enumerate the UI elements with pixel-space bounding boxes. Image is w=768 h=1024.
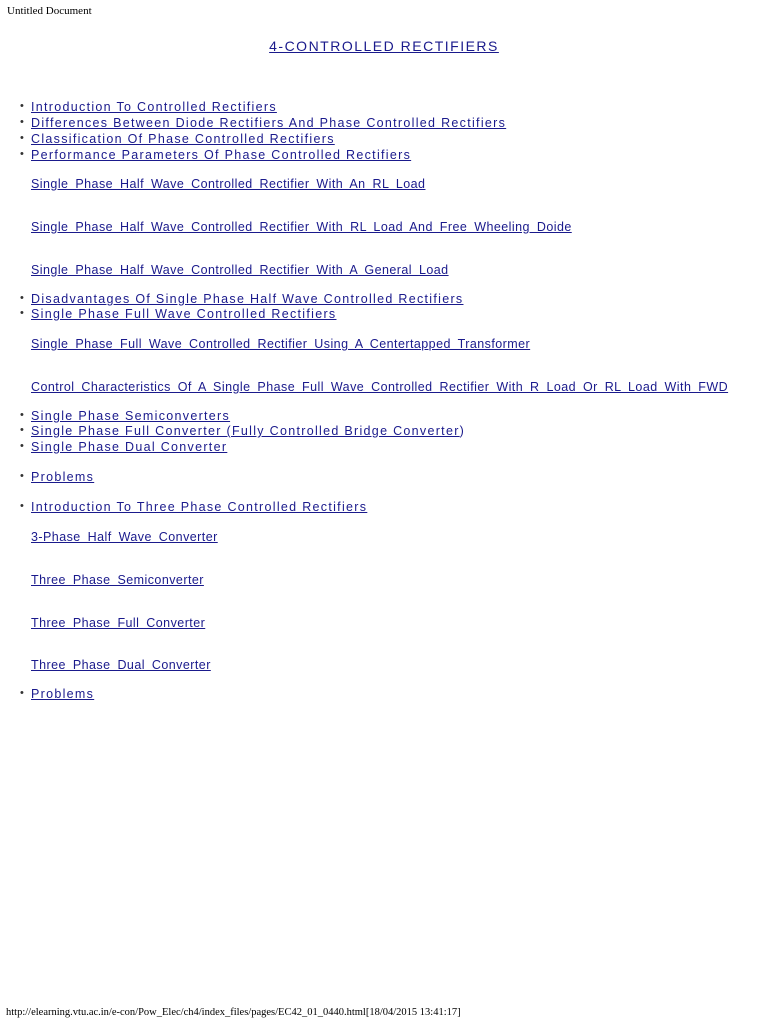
- toc-link-full-converter[interactable]: Single Phase Full Converter (Fully Controlled Bridge Converter: [31, 424, 460, 438]
- bullet-icon: •: [20, 424, 24, 436]
- heading-link[interactable]: 4-CONTROLLED RECTIFIERS: [269, 38, 499, 54]
- toc-link-control-characteristics[interactable]: Control Characteristics Of A Single Phase Full Wave Controlled Rectifier With R Load Or RL Load With FWD: [31, 380, 729, 394]
- toc-link-three-phase-full-converter[interactable]: Three Phase Full Converter: [31, 616, 206, 630]
- bullet-icon: •: [20, 292, 24, 304]
- toc-item-full-converter: [31, 424, 465, 438]
- bullet-icon: •: [20, 470, 24, 482]
- toc-link-half-wave-rl-fwd[interactable]: Single Phase Half Wave Controlled Rectifier With RL Load And Free Wheeling Doide: [31, 220, 572, 234]
- toc-link-semiconverters[interactable]: Single Phase Semiconverters: [31, 409, 231, 423]
- toc-link-problems-single-phase[interactable]: Problems: [31, 470, 95, 484]
- bullet-icon: •: [20, 440, 24, 452]
- document-title: Untitled Document: [7, 5, 92, 17]
- toc-link-problems-three-phase[interactable]: Problems: [31, 687, 95, 701]
- toc-link-three-phase-dual-converter[interactable]: Three Phase Dual Converter: [31, 658, 211, 672]
- bullet-icon: •: [20, 500, 24, 512]
- page-heading: [0, 38, 768, 54]
- toc-link-half-wave-rl-load[interactable]: Single Phase Half Wave Controlled Rectifier With An RL Load: [31, 177, 426, 191]
- toc-link-dual-converter[interactable]: Single Phase Dual Converter: [31, 440, 228, 454]
- footer-url: http://elearning.vtu.ac.in/e-con/Pow_Elec/ch4/index_files/pages/EC42_01_0440.html[18/04/2015 13:41:17]: [6, 1007, 461, 1018]
- toc-link-intro-three-phase[interactable]: Introduction To Three Phase Controlled Rectifiers: [31, 500, 368, 514]
- bullet-icon: •: [20, 116, 24, 128]
- bullet-icon: •: [20, 132, 24, 144]
- toc-link-classification[interactable]: Classification Of Phase Controlled Rectifiers: [31, 132, 335, 146]
- toc-link-three-phase-semiconverter[interactable]: Three Phase Semiconverter: [31, 573, 204, 587]
- toc-link-full-wave-rectifiers[interactable]: Single Phase Full Wave Controlled Rectifiers: [31, 307, 337, 321]
- bullet-icon: •: [20, 148, 24, 160]
- toc-link-half-wave-general-load[interactable]: Single Phase Half Wave Controlled Rectifier With A General Load: [31, 263, 449, 277]
- toc-link-3-phase-half-wave[interactable]: 3-Phase Half Wave Converter: [31, 530, 218, 544]
- toc-link-disadvantages[interactable]: Disadvantages Of Single Phase Half Wave Controlled Rectifiers: [31, 292, 464, 306]
- toc-link-differences[interactable]: Differences Between Diode Rectifiers And Phase Controlled Rectifiers: [31, 116, 507, 130]
- toc-link-intro-controlled-rectifiers[interactable]: Introduction To Controlled Rectifiers: [31, 100, 277, 114]
- closing-paren: ): [459, 424, 466, 438]
- toc-link-centertapped[interactable]: Single Phase Full Wave Controlled Rectifier Using A Centertapped Transformer: [31, 337, 531, 351]
- toc-link-performance-parameters[interactable]: Performance Parameters Of Phase Controlled Rectifiers: [31, 148, 412, 162]
- bullet-icon: •: [20, 687, 24, 699]
- bullet-icon: •: [20, 307, 24, 319]
- bullet-icon: •: [20, 409, 24, 421]
- bullet-icon: •: [20, 100, 24, 112]
